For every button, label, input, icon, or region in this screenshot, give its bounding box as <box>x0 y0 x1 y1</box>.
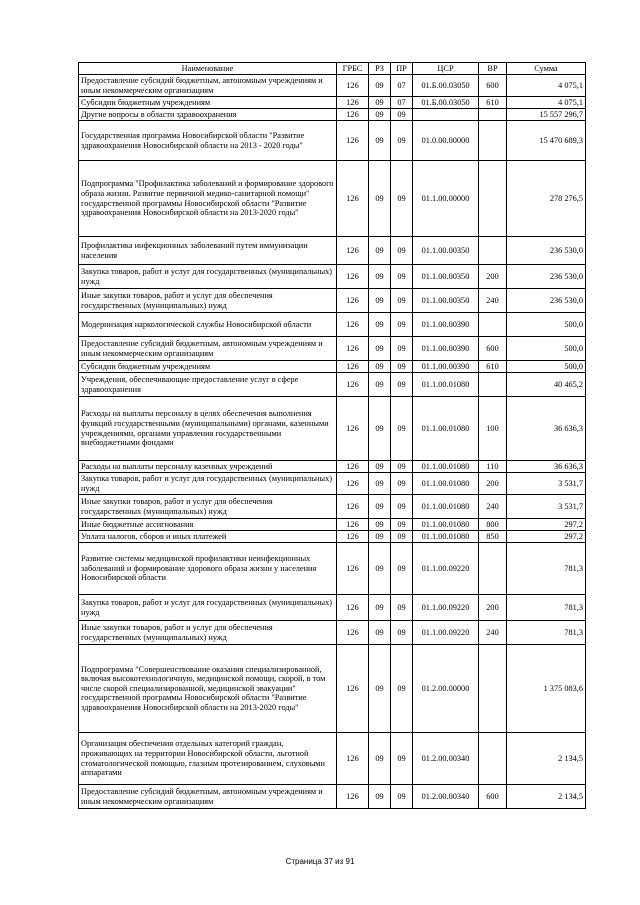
cell-vr <box>479 733 507 785</box>
cell-pr: 07 <box>391 75 413 97</box>
cell-sum: 500,0 <box>507 313 586 337</box>
cell-sum: 4 075,1 <box>507 75 586 97</box>
cell-name: Иные закупки товаров, работ и услуг для обеспечения государственных (муниципальных) нужд <box>79 495 337 519</box>
cell-pr: 09 <box>391 519 413 531</box>
header-vr: ВР <box>479 63 507 75</box>
cell-rz: 09 <box>369 75 391 97</box>
cell-grbs: 126 <box>337 645 369 733</box>
cell-sum: 36 636,3 <box>507 397 586 461</box>
cell-vr <box>479 313 507 337</box>
cell-name: Предоставление субсидий бюджетным, автономным учреждениям и иным некоммерческим организациям <box>79 75 337 97</box>
cell-rz: 09 <box>369 373 391 397</box>
cell-csr: 01.0.00.00000 <box>413 121 479 161</box>
cell-sum: 2 134,5 <box>507 733 586 785</box>
cell-vr <box>479 237 507 265</box>
cell-sum: 36 636,3 <box>507 461 586 473</box>
cell-pr: 09 <box>391 461 413 473</box>
cell-sum: 297,2 <box>507 519 586 531</box>
cell-pr: 07 <box>391 97 413 109</box>
cell-grbs: 126 <box>337 361 369 373</box>
cell-sum: 500,0 <box>507 337 586 361</box>
cell-sum: 15 557 296,7 <box>507 109 586 121</box>
cell-csr: 01.1.00.01080 <box>413 519 479 531</box>
cell-name: Предоставление субсидий бюджетным, автономным учреждениям и иным некоммерческим организациям <box>79 337 337 361</box>
cell-vr <box>479 543 507 595</box>
cell-grbs: 126 <box>337 461 369 473</box>
cell-name: Субсидии бюджетным учреждениям <box>79 97 337 109</box>
cell-sum: 278 276,5 <box>507 161 586 237</box>
cell-pr: 09 <box>391 595 413 621</box>
cell-rz: 09 <box>369 473 391 495</box>
cell-grbs: 126 <box>337 75 369 97</box>
cell-pr: 09 <box>391 313 413 337</box>
cell-name: Подпрограмма "Совершенствование оказания специализированной, включая высокотехнологичную, медицинской помощи, скорой, в том числе скорой специализированной, медицинской эвакуации" государственной программы Новосибирской области "Развитие здравоохранения Новосибирской области на 2013-2020 годы" <box>79 645 337 733</box>
cell-pr: 09 <box>391 531 413 543</box>
table-row <box>79 785 586 809</box>
cell-grbs: 126 <box>337 621 369 645</box>
cell-pr: 09 <box>391 121 413 161</box>
cell-vr: 200 <box>479 265 507 289</box>
cell-pr: 09 <box>391 645 413 733</box>
cell-vr <box>479 373 507 397</box>
cell-csr: 01.1.00.00350 <box>413 237 479 265</box>
cell-rz: 09 <box>369 161 391 237</box>
cell-vr: 800 <box>479 519 507 531</box>
table-row <box>79 373 586 397</box>
cell-pr: 09 <box>391 621 413 645</box>
table-row <box>79 109 586 121</box>
table-row <box>79 161 586 237</box>
cell-pr: 09 <box>391 733 413 785</box>
cell-name: Другие вопросы в области здравоохранения <box>79 109 337 121</box>
cell-vr <box>479 161 507 237</box>
table-row <box>79 397 586 461</box>
cell-sum: 40 465,2 <box>507 373 586 397</box>
cell-csr: 01.1.00.09220 <box>413 621 479 645</box>
cell-vr: 110 <box>479 461 507 473</box>
cell-grbs: 126 <box>337 161 369 237</box>
cell-pr: 09 <box>391 237 413 265</box>
header-pr: ПР <box>391 63 413 75</box>
cell-csr: 01.Б.00.03050 <box>413 75 479 97</box>
cell-vr <box>479 121 507 161</box>
cell-pr: 09 <box>391 473 413 495</box>
cell-rz: 09 <box>369 97 391 109</box>
cell-grbs: 126 <box>337 733 369 785</box>
cell-pr: 09 <box>391 785 413 809</box>
cell-csr: 01.1.00.01080 <box>413 531 479 543</box>
cell-csr <box>413 109 479 121</box>
cell-vr <box>479 109 507 121</box>
table-row <box>79 461 586 473</box>
table-row <box>79 97 586 109</box>
header-grbs: ГРБС <box>337 63 369 75</box>
table-row <box>79 337 586 361</box>
cell-grbs: 126 <box>337 237 369 265</box>
cell-rz: 09 <box>369 397 391 461</box>
cell-rz: 09 <box>369 785 391 809</box>
cell-name: Уплата налогов, сборов и иных платежей <box>79 531 337 543</box>
cell-pr: 09 <box>391 337 413 361</box>
cell-vr: 600 <box>479 75 507 97</box>
cell-sum: 297,2 <box>507 531 586 543</box>
cell-grbs: 126 <box>337 313 369 337</box>
cell-csr: 01.1.00.09220 <box>413 595 479 621</box>
cell-rz: 09 <box>369 645 391 733</box>
table-row <box>79 543 586 595</box>
cell-grbs: 126 <box>337 473 369 495</box>
cell-name: Предоставление субсидий бюджетным, автономным учреждениям и иным некоммерческим организациям <box>79 785 337 809</box>
cell-rz: 09 <box>369 461 391 473</box>
cell-grbs: 126 <box>337 495 369 519</box>
table-body <box>79 75 586 809</box>
table-row <box>79 645 586 733</box>
cell-grbs: 126 <box>337 337 369 361</box>
cell-csr: 01.1.00.01080 <box>413 461 479 473</box>
cell-grbs: 126 <box>337 121 369 161</box>
cell-vr: 610 <box>479 97 507 109</box>
cell-sum: 500,0 <box>507 361 586 373</box>
table-row <box>79 733 586 785</box>
cell-name: Государственная программа Новосибирской области "Развитие здравоохранения Новосибирской области на 2013 - 2020 годы" <box>79 121 337 161</box>
cell-pr: 09 <box>391 361 413 373</box>
cell-rz: 09 <box>369 109 391 121</box>
cell-rz: 09 <box>369 289 391 313</box>
table-row <box>79 595 586 621</box>
cell-name: Субсидии бюджетным учреждениям <box>79 361 337 373</box>
header-csr: ЦСР <box>413 63 479 75</box>
cell-sum: 781,3 <box>507 595 586 621</box>
cell-vr: 610 <box>479 361 507 373</box>
cell-rz: 09 <box>369 621 391 645</box>
cell-rz: 09 <box>369 543 391 595</box>
cell-vr: 200 <box>479 473 507 495</box>
cell-sum: 236 530,0 <box>507 237 586 265</box>
cell-csr: 01.1.00.00390 <box>413 361 479 373</box>
cell-name: Закупка товаров, работ и услуг для государственных (муниципальных) нужд <box>79 595 337 621</box>
cell-pr: 09 <box>391 289 413 313</box>
cell-csr: 01.1.00.00000 <box>413 161 479 237</box>
table-row <box>79 237 586 265</box>
cell-sum: 4 075,1 <box>507 97 586 109</box>
cell-sum: 15 470 689,3 <box>507 121 586 161</box>
cell-rz: 09 <box>369 531 391 543</box>
header-sum: Сумма <box>507 63 586 75</box>
cell-pr: 09 <box>391 495 413 519</box>
cell-grbs: 126 <box>337 109 369 121</box>
cell-csr: 01.1.00.00350 <box>413 265 479 289</box>
cell-rz: 09 <box>369 337 391 361</box>
cell-csr: 01.1.00.00390 <box>413 313 479 337</box>
cell-name: Организация обеспечения отдельных категорий граждан, проживающих на территории Новосибирской области, льготной стоматологической помощью, глазным протезированием, слуховыми аппаратами <box>79 733 337 785</box>
table-header-row <box>79 63 586 75</box>
cell-name: Иные закупки товаров, работ и услуг для обеспечения государственных (муниципальных) нужд <box>79 289 337 313</box>
table-row <box>79 121 586 161</box>
cell-vr: 600 <box>479 785 507 809</box>
cell-csr: 01.2.00.00000 <box>413 645 479 733</box>
cell-csr: 01.1.00.01080 <box>413 397 479 461</box>
cell-csr: 01.1.00.00350 <box>413 289 479 313</box>
cell-name: Подпрограмма "Профилактика заболеваний и формирование здорового образа жизни. Развитие первичной медико-санитарной помощи" государственной программы Новосибирской области "Развитие здравоохранения Новосибирской области на 2013-2020 годы" <box>79 161 337 237</box>
header-rz: РЗ <box>369 63 391 75</box>
cell-csr: 01.1.00.01080 <box>413 495 479 519</box>
cell-vr: 240 <box>479 495 507 519</box>
cell-grbs: 126 <box>337 373 369 397</box>
cell-rz: 09 <box>369 519 391 531</box>
table-row <box>79 519 586 531</box>
budget-table <box>78 62 586 809</box>
cell-grbs: 126 <box>337 519 369 531</box>
cell-pr: 09 <box>391 397 413 461</box>
cell-pr: 09 <box>391 373 413 397</box>
cell-sum: 3 531,7 <box>507 473 586 495</box>
cell-grbs: 126 <box>337 289 369 313</box>
cell-rz: 09 <box>369 265 391 289</box>
cell-grbs: 126 <box>337 265 369 289</box>
cell-pr: 09 <box>391 161 413 237</box>
cell-name: Профилактика инфекционных заболеваний путем иммунизации населения <box>79 237 337 265</box>
cell-vr: 200 <box>479 595 507 621</box>
cell-csr: 01.2.00.00340 <box>413 785 479 809</box>
cell-pr: 09 <box>391 109 413 121</box>
cell-vr <box>479 645 507 733</box>
cell-rz: 09 <box>369 733 391 785</box>
table-row <box>79 361 586 373</box>
cell-name: Расходы на выплаты персоналу в целях обеспечения выполнения функций государственными (муниципальными) органами, казенными учреждениями, органами управления государственными внебюджетными фондами <box>79 397 337 461</box>
cell-csr: 01.Б.00.03050 <box>413 97 479 109</box>
table-row <box>79 531 586 543</box>
cell-csr: 01.2.00.00340 <box>413 733 479 785</box>
cell-grbs: 126 <box>337 785 369 809</box>
cell-grbs: 126 <box>337 543 369 595</box>
cell-name: Закупка товаров, работ и услуг для государственных (муниципальных) нужд <box>79 473 337 495</box>
cell-rz: 09 <box>369 495 391 519</box>
cell-name: Модернизация наркологической службы Новосибирской области <box>79 313 337 337</box>
cell-sum: 2 134,5 <box>507 785 586 809</box>
cell-grbs: 126 <box>337 397 369 461</box>
cell-vr: 600 <box>479 337 507 361</box>
cell-name: Развитие системы медицинской профилактики неинфекционных заболеваний и формирование здорового образа жизни у населения Новосибирской области <box>79 543 337 595</box>
cell-sum: 3 531,7 <box>507 495 586 519</box>
table-row <box>79 289 586 313</box>
cell-vr: 240 <box>479 621 507 645</box>
cell-grbs: 126 <box>337 97 369 109</box>
cell-sum: 781,3 <box>507 621 586 645</box>
cell-rz: 09 <box>369 595 391 621</box>
table-row <box>79 313 586 337</box>
cell-sum: 1 375 083,6 <box>507 645 586 733</box>
cell-sum: 236 530,0 <box>507 289 586 313</box>
cell-grbs: 126 <box>337 595 369 621</box>
cell-rz: 09 <box>369 121 391 161</box>
cell-name: Закупка товаров, работ и услуг для государственных (муниципальных) нужд <box>79 265 337 289</box>
table-row <box>79 495 586 519</box>
cell-name: Иные бюджетные ассигнования <box>79 519 337 531</box>
cell-name: Учреждения, обеспечивающие предоставление услуг в сфере здравоохранения <box>79 373 337 397</box>
table-row <box>79 473 586 495</box>
page-number: Страница 37 из 91 <box>285 857 355 866</box>
cell-grbs: 126 <box>337 531 369 543</box>
cell-name: Иные закупки товаров, работ и услуг для обеспечения государственных (муниципальных) нужд <box>79 621 337 645</box>
cell-pr: 09 <box>391 265 413 289</box>
cell-vr: 240 <box>479 289 507 313</box>
header-name: Наименование <box>79 63 337 75</box>
cell-rz: 09 <box>369 313 391 337</box>
cell-sum: 236 530,0 <box>507 265 586 289</box>
cell-rz: 09 <box>369 237 391 265</box>
cell-csr: 01.1.00.01080 <box>413 473 479 495</box>
cell-vr: 850 <box>479 531 507 543</box>
table-row <box>79 75 586 97</box>
cell-name: Расходы на выплаты персоналу казенных учреждений <box>79 461 337 473</box>
cell-csr: 01.1.00.09220 <box>413 543 479 595</box>
table-row <box>79 621 586 645</box>
cell-sum: 781,3 <box>507 543 586 595</box>
cell-pr: 09 <box>391 543 413 595</box>
cell-rz: 09 <box>369 361 391 373</box>
cell-csr: 01.1.00.00390 <box>413 337 479 361</box>
cell-csr: 01.1.00.01080 <box>413 373 479 397</box>
cell-vr: 100 <box>479 397 507 461</box>
table-row <box>79 265 586 289</box>
